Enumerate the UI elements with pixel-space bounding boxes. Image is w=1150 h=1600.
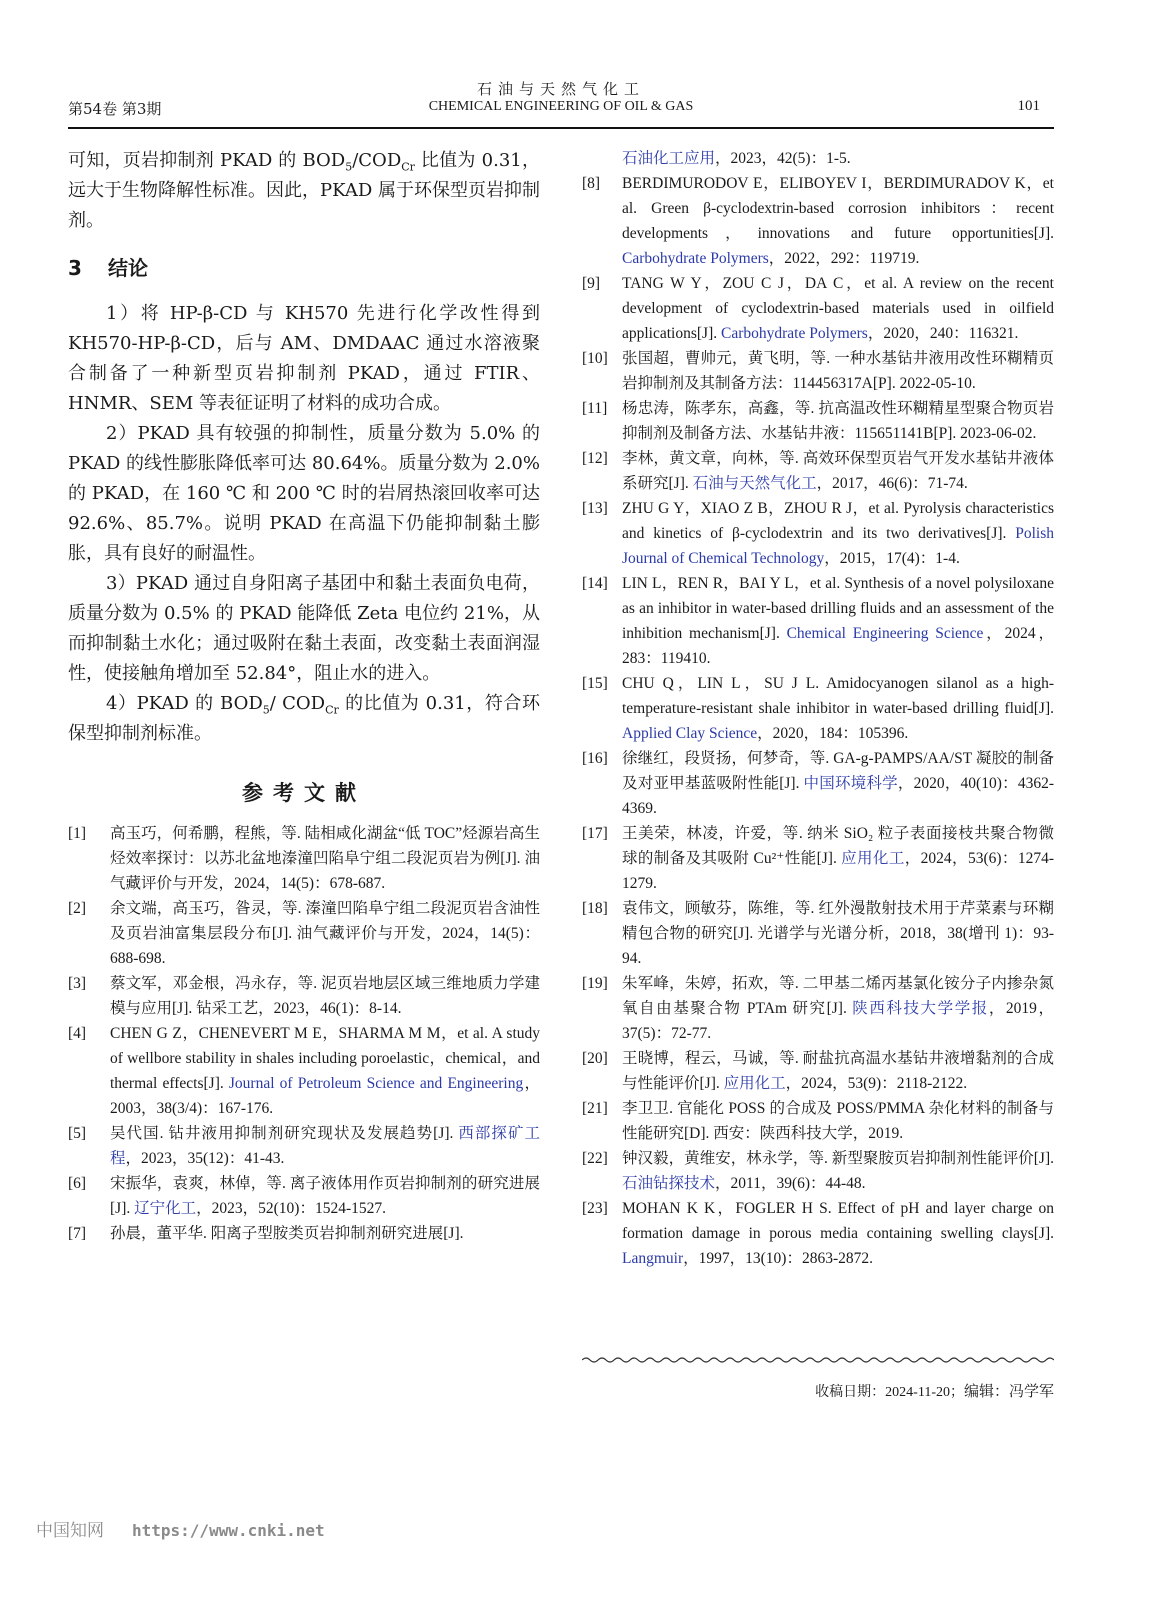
reference-number: [2]	[68, 900, 87, 917]
subscript: 5	[262, 703, 270, 717]
reference-item	[582, 496, 1054, 571]
reference-number: [21]	[582, 1100, 608, 1117]
reference-item	[582, 746, 1054, 821]
reference-item	[582, 1096, 1054, 1146]
reference-text: 蔡文军，邓金根，冯永存，等. 泥页岩地层区域三维地质力学建模与应用[J]. 钻采工艺，2023，46(1)：8-14.	[110, 975, 540, 1017]
reference-item	[582, 896, 1054, 971]
journal-link[interactable]: 石油化工应用	[622, 150, 716, 167]
wavy-divider	[582, 1356, 1054, 1364]
conclusion-4	[68, 689, 540, 749]
reference-number: [16]	[582, 750, 608, 767]
reference-text: 朱军峰，朱婷，拓欢，等. 二甲基二烯丙基氯化铵分子内掺杂氮氧自由基聚合物 PTAm 研究[J].	[622, 975, 1054, 1017]
reference-text: 钟汉毅，黄维安，林永学，等. 新型聚胺页岩抑制剂性能评价[J].	[622, 1150, 1054, 1167]
journal-link[interactable]: Carbohydrate Polymers	[721, 325, 868, 342]
journal-link[interactable]: 陕西科技大学学报	[852, 1000, 989, 1017]
reference-text: ，2023，35(12)：41-43.	[125, 1150, 285, 1167]
text-run: / COD	[269, 693, 326, 714]
reference-text: CHU Q，LIN L，SU J L. Amidocyanogen silanol as a high-temperature-resistant shale inhibitor in water-based drilling fluid[J].	[622, 675, 1054, 717]
cnki-watermark	[36, 1516, 325, 1541]
reference-text: 孙晨，董平华. 阳离子型胺类页岩抑制剂研究进展[J].	[110, 1225, 464, 1242]
reference-text: ，1997，13(10)：2863-2872.	[683, 1250, 873, 1267]
reference-item	[68, 896, 540, 971]
journal-link[interactable]: 石油钻探技术	[622, 1175, 716, 1192]
reference-text: ，2020，240：116321.	[867, 325, 1019, 342]
reference-item	[68, 1221, 540, 1246]
watermark-site-name: 中国知网	[36, 1521, 104, 1541]
journal-title-en: CHEMICAL ENGINEERING OF OIL & GAS	[428, 99, 694, 114]
journal-link[interactable]: Applied Clay Science	[622, 725, 758, 742]
journal-link[interactable]: 中国环境科学	[803, 775, 898, 792]
reference-text: 宋振华，袁爽，林倬，等. 离子液体用作页岩抑制剂的研究进展[J].	[110, 1175, 540, 1217]
reference-item	[582, 821, 1054, 896]
reference-text: ，2020，184：105396.	[757, 725, 909, 742]
reference-item	[68, 821, 540, 896]
reference-text: 张国超，曹帅元，黄飞明，等. 一种水基钻井液用改性环糊精页岩抑制剂及其制备方法：114456317A[P]. 2022-05-10.	[622, 350, 1054, 392]
reference-item	[582, 671, 1054, 746]
reference-number: [8]	[582, 175, 601, 192]
right-column	[582, 146, 1054, 1271]
watermark-url[interactable]: https://www.cnki.net	[132, 1521, 325, 1540]
conclusion-2: 2）PKAD 具有较强的抑制性，质量分数为 5.0% 的 PKAD 的线性膨胀降低率可达 80.64%。质量分数为 2.0% 的 PKAD，在 160 ℃ 和 200 ℃ 时的岩屑热滚回收率可达 92.6%、85.7%。说明 PKAD 在高温下仍能抑制黏土膨胀，具有良好的耐温性。	[68, 423, 540, 564]
reference-number: [3]	[68, 975, 87, 992]
text-run: 4）PKAD 的 BOD	[106, 693, 263, 714]
reference-list-right	[582, 146, 1054, 1271]
reference-text: 高玉巧，何希鹏，程熊，等. 陆相咸化湖盆“低 TOC”烃源岩高生烃效率探讨：以苏北盆地溱潼凹陷阜宁组二段泥页岩为例[J]. 油气藏评价与开发，2024，14(5)：678-687.	[110, 825, 540, 892]
reference-item	[582, 1196, 1054, 1271]
reference-number: [5]	[68, 1125, 87, 1142]
reference-text: ，2024，283：119410.	[622, 625, 1054, 667]
reference-text: 李卫卫. 官能化 POSS 的合成及 POSS/PMMA 杂化材料的制备与性能研究[D]. 西安：陕西科技大学，2019.	[622, 1100, 1054, 1142]
reference-number: [13]	[582, 500, 608, 517]
journal-link[interactable]: Carbohydrate Polymers	[622, 250, 769, 267]
section-title: 结论	[108, 256, 148, 280]
reference-number: [6]	[68, 1175, 87, 1192]
references-title: 参考文献	[242, 781, 366, 805]
reference-text: ，2024，53(9)：2118-2122.	[785, 1075, 968, 1092]
reference-number: [22]	[582, 1150, 608, 1167]
reference-text: 袁伟文，顾敏芬，陈维，等. 红外漫散射技术用于芹菜素与环糊精包合物的研究[J]. 光谱学与光谱分析，2018，38(增刊 1)：93-94.	[622, 900, 1054, 967]
header-rule	[68, 127, 1054, 129]
reference-item	[582, 171, 1054, 271]
reference-number: [15]	[582, 675, 608, 692]
reference-number: [4]	[68, 1025, 87, 1042]
journal-link[interactable]: Chemical Engineering Science	[786, 625, 984, 642]
reference-number: [17]	[582, 825, 608, 842]
journal-link[interactable]: 西部探矿工程	[110, 1125, 540, 1167]
editor-name: 编辑：冯学军	[963, 1382, 1054, 1400]
reference-item	[582, 146, 1054, 171]
page-header	[68, 78, 1054, 130]
reference-text: 杨忠涛，陈孝东，高鑫，等. 抗高温改性环糊精星型聚合物页岩抑制剂及制备方法、水基钻井液：115651141B[P]. 2023-06-02.	[622, 400, 1054, 442]
reference-item	[582, 346, 1054, 396]
journal-link[interactable]: Langmuir	[622, 1250, 684, 1267]
journal-link[interactable]: Polish Journal of Chemical Technology	[622, 525, 1054, 567]
reference-number: [19]	[582, 975, 608, 992]
reference-item	[582, 271, 1054, 346]
reference-number: [20]	[582, 1050, 608, 1067]
text-run: 可知，页岩抑制剂 PKAD 的 BOD	[68, 150, 346, 171]
intro-paragraph	[68, 146, 540, 236]
journal-title-cn: 石油与天然气化工	[476, 80, 645, 98]
reference-text: ，2015，17(4)：1-4.	[824, 550, 960, 567]
reference-text: ，2022，292：119719.	[768, 250, 920, 267]
reference-number: [12]	[582, 450, 608, 467]
conclusion-1: 1）将 HP-β-CD 与 KH570 先进行化学改性得到 KH570-HP-β-CD，后与 AM、DMDAAC 通过水溶液聚合制备了一种新型页岩抑制剂 PKAD，通过 FTIR、HNMR、SEM 等表征证明了材料的成功合成。	[68, 303, 540, 414]
journal-link[interactable]: Journal of Petroleum Science and Engineering	[228, 1075, 524, 1092]
reference-number: [14]	[582, 575, 608, 592]
reference-item	[582, 446, 1054, 496]
reference-number: [11]	[582, 400, 608, 417]
reference-number: [18]	[582, 900, 608, 917]
journal-link[interactable]: 应用化工	[723, 1075, 786, 1092]
journal-link[interactable]: 应用化工	[841, 850, 905, 867]
subscript: Cr	[325, 703, 339, 717]
text-run: 的比值为 0.31，符合环保型抑制剂标准。	[68, 693, 541, 744]
conclusion-3: 3）PKAD 通过自身阳离子基团中和黏土表面负电荷，质量分数为 0.5% 的 PKAD 能降低 Zeta 电位约 21%，从而抑制黏土水化；通过吸附在黏土表面，改变黏土表面润湿性，使接触角增加至 52.84°，阻止水的进入。	[68, 573, 540, 684]
reference-text: MOHAN K K，FOGLER H S. Effect of pH and layer charge on formation damage in porous media containing swelling clays[J].	[622, 1200, 1054, 1242]
reference-text: ，2019，37(5)：72-77.	[622, 1000, 1054, 1042]
reference-list-left	[68, 821, 540, 1246]
received-date: 收稿日期：2024-11-20；	[815, 1385, 964, 1400]
reference-text: 王美荣，林凌，许爱，等. 纳米 SiO₂ 粒子表面接枝共聚合物微球的制备及其吸附 Cu²⁺性能[J].	[622, 825, 1054, 867]
reference-text: ，2023，42(5)：1-5.	[715, 150, 851, 167]
reference-text: 李林，黄文章，向林，等. 高效环保型页岩气开发水基钻井液体系研究[J].	[622, 450, 1054, 492]
left-column	[68, 146, 540, 1246]
reference-text: ，2020，40(10)：4362-4369.	[622, 775, 1054, 817]
reference-text: ，2024，53(6)：1274-1279.	[622, 850, 1054, 892]
reference-text: ，2017，46(6)：71-74.	[816, 475, 968, 492]
reference-item	[582, 1146, 1054, 1196]
reference-text: 王晓博，程云，马诚，等. 耐盐抗高温水基钻井液增黏剂的合成与性能评价[J].	[622, 1050, 1054, 1092]
reference-text: 余文端，高玉巧，昝灵，等. 溱潼凹陷阜宁组二段泥页岩含油性及页岩油富集层段分布[J]. 油气藏评价与开发，2024，14(5)：688-698.	[110, 900, 540, 967]
reference-text: ，2023，52(10)：1524-1527.	[196, 1200, 386, 1217]
reference-item	[68, 1121, 540, 1171]
reference-item	[582, 1046, 1054, 1096]
reference-item	[68, 1021, 540, 1121]
reference-number: [7]	[68, 1225, 87, 1242]
reference-number: [1]	[68, 825, 87, 842]
reference-item	[582, 971, 1054, 1046]
reference-item	[582, 571, 1054, 671]
reference-text: ZHU G Y，XIAO Z B，ZHOU R J，et al. Pyrolysis characteristics and kinetics of β-cyclodextrin and its two derivatives[J].	[622, 500, 1054, 542]
reference-number: [10]	[582, 350, 608, 367]
reference-item	[68, 971, 540, 1021]
reference-text: ，2011，39(6)：44-48.	[715, 1175, 866, 1192]
reference-item	[68, 1171, 540, 1221]
journal-link[interactable]: 石油与天然气化工	[692, 475, 817, 492]
volume-issue: 第54卷 第3期	[68, 100, 162, 118]
reference-text: 徐继红，段贤扬，何梦奇，等. GA-g-PAMPS/AA/ST 凝胶的制备及对亚甲基蓝吸附性能[J].	[622, 750, 1054, 792]
reference-text: LIN L，REN R，BAI Y L，et al. Synthesis of a novel polysiloxane as an inhibitor in water-based drilling fluids and an assessment of the inhibition mechanism[J].	[622, 575, 1054, 642]
reference-number: [23]	[582, 1200, 608, 1217]
reference-text: TANG W Y，ZOU C J，DA C，et al. A review on the recent development of cyclodextrin-based materials used in oilfield applications[J].	[622, 275, 1054, 342]
journal-link[interactable]: 辽宁化工	[134, 1200, 197, 1217]
text-run: /COD	[352, 150, 402, 171]
reference-text: BERDIMURODOV E，ELIBOYEV I，BERDIMURADOV K，et al. Green β-cyclodextrin-based corrosion inhibitors：recent developments，innovations and future opportunities[J].	[622, 175, 1054, 242]
page-number: 101	[1017, 98, 1040, 114]
section-number: 3	[68, 256, 82, 280]
reference-text: ，2003，38(3/4)：167-176.	[110, 1075, 540, 1117]
section-heading-conclusion	[68, 252, 540, 281]
reference-text: CHEN G Z，CHENEVERT M E，SHARMA M M，et al. A study of wellbore stability in shales including poroelastic，chemical，and thermal effects[J].	[110, 1025, 540, 1092]
received-info	[815, 1380, 1054, 1401]
subscript: Cr	[401, 160, 415, 174]
reference-number: [9]	[582, 275, 601, 292]
reference-text: 吴代国. 钻井液用抑制剂研究现状及发展趋势[J].	[110, 1125, 459, 1142]
reference-item	[582, 396, 1054, 446]
subscript: 5	[345, 160, 353, 174]
text-run: 比值为 0.31，远大于生物降解性标准。因此，PKAD 属于环保型页岩抑制剂。	[68, 150, 540, 231]
